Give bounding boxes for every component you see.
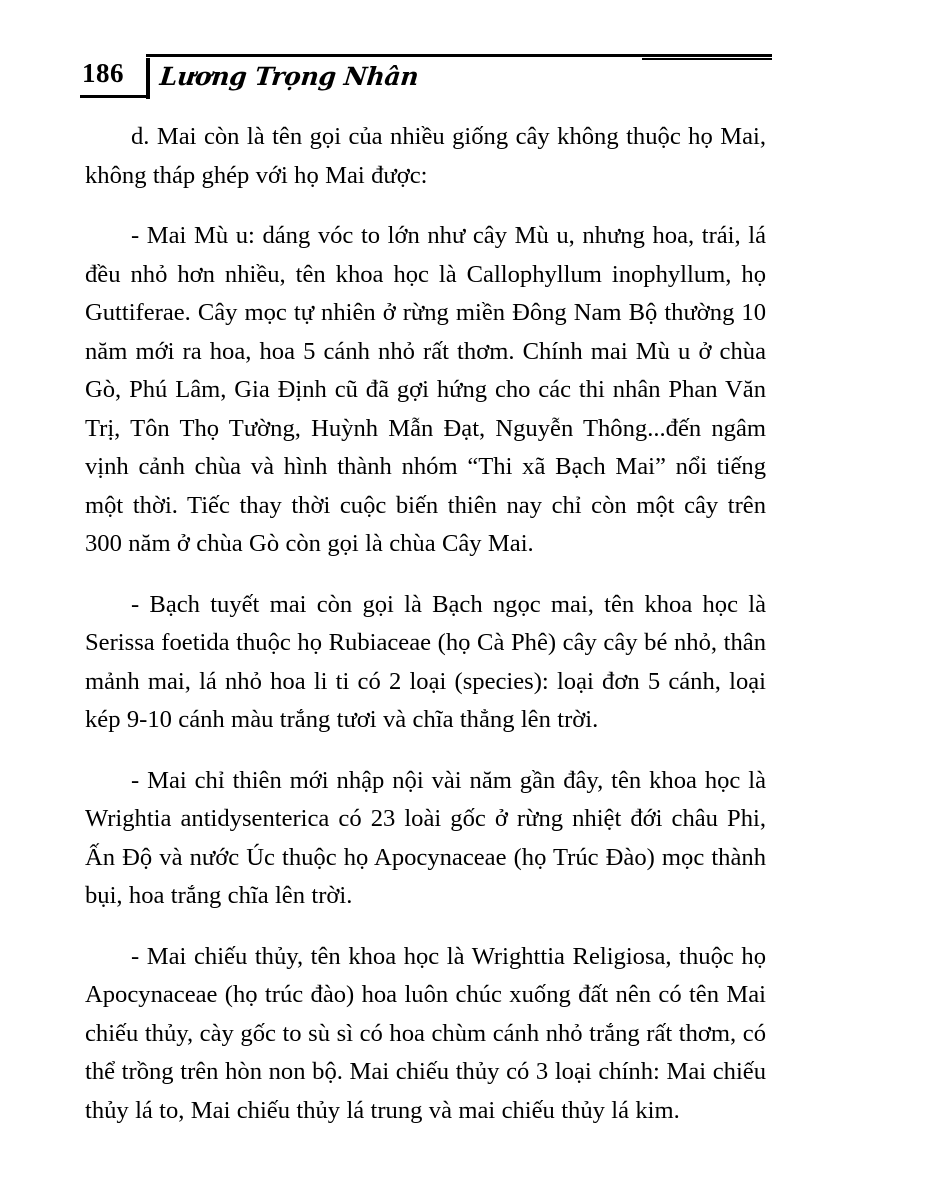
body-text-column — [85, 118, 766, 1130]
header-horizontal-rule — [146, 54, 772, 57]
paragraph: d. Mai còn là tên gọi của nhiều giống cây không thuộc họ Mai, không tháp ghép với họ Mai được: — [85, 123, 766, 189]
paragraph: - Mai Mù u: dáng vóc to lớn như cây Mù u, nhưng hoa, trái, lá đều nhỏ hơn nhiều, tên khoa học là Callophyllum inophyllum, họ Guttiferae. Cây mọc tự nhiên ở rừng miền Đông Nam Bộ thường 10 năm mới ra hoa, hoa 5 cánh nhỏ rất thơm. Chính mai Mù u ở chùa Gò, Phú Lâm, Gia Định cũ đã gợi hứng cho các thi nhân Phan Văn Trị, Tôn Thọ Tường, Huỳnh Mẫn Đạt, Nguyễn Thông...đến ngâm vịnh cảnh chùa và hình thành nhóm “Thi xã Bạch Mai” nổi tiếng một thời. Tiếc thay thời cuộc biến thiên nay chỉ còn một cây trên 300 năm ở chùa Gò còn gọi là chùa Cây Mai. — [85, 222, 766, 557]
page-number-underline — [80, 95, 148, 98]
paragraph: - Mai chỉ thiên mới nhập nội vài năm gần đây, tên khoa học là Wrightia antidysenterica có 23 loài gốc ở rừng nhiệt đới châu Phi, Ấn Độ và nước Úc thuộc họ Apocynaceae (họ Trúc Đào) mọc thành bụi, hoa trắng chĩa lên trời. — [85, 766, 766, 909]
page-number: 186 — [82, 58, 124, 88]
running-head — [82, 58, 772, 106]
header-horizontal-rule-secondary — [642, 58, 772, 60]
paragraph: - Bạch tuyết mai còn gọi là Bạch ngọc mai, tên khoa học là Serissa foetida thuộc họ Rubiaceae (họ Cà Phê) cây cây bé nhỏ, thân mảnh mai, lá nhỏ hoa li ti có 2 loại (species): loại đơn 5 cánh, loại kép 9-10 cánh màu trắng tươi và chĩa thẳng lên trời. — [85, 590, 766, 733]
page-number-box — [82, 58, 144, 102]
author-name: Lương Trọng Nhân — [158, 62, 420, 91]
page-number-vertical-rule — [146, 58, 150, 99]
paragraph: - Mai chiếu thủy, tên khoa học là Wrighttia Religiosa, thuộc họ Apocynaceae (họ trúc đào) hoa luôn chúc xuống đất nên có tên Mai chiếu thủy, cày gốc to sù sì có hoa chùm cánh nhỏ trắng rất thơm, có thể trồng trên hòn non bộ. Mai chiếu thủy có 3 loại chính: Mai chiếu thủy lá to, Mai chiếu thủy lá trung và mai chiếu thủy lá kim. — [85, 942, 766, 1124]
